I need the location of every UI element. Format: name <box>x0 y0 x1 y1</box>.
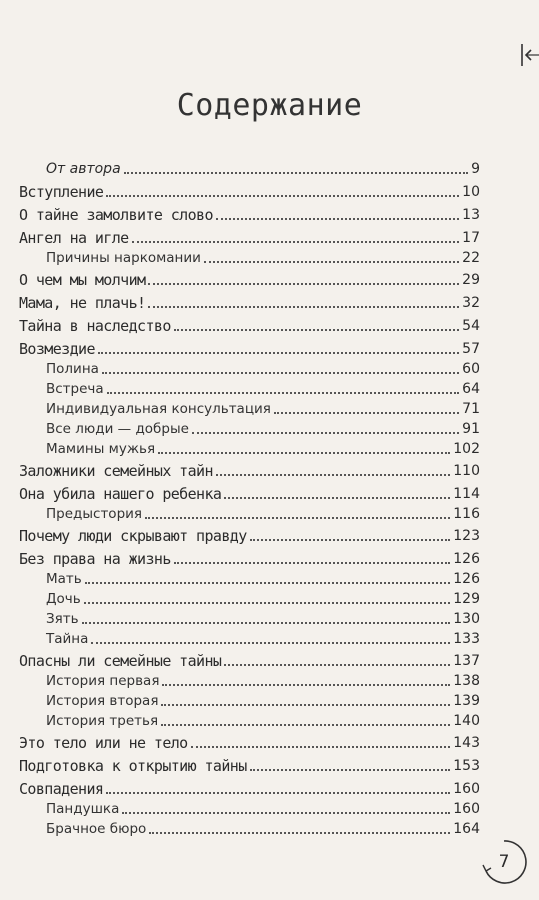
dot-leader <box>274 412 459 414</box>
toc-entry <box>0 670 539 690</box>
toc-entry-page: 110 <box>453 463 480 479</box>
toc-entry <box>0 438 539 458</box>
toc-entry-title: Индивидуальная консультация <box>46 401 271 417</box>
dot-leader <box>158 452 450 454</box>
toc-entry <box>0 732 539 752</box>
dot-leader <box>107 392 460 394</box>
toc-entry-page: 71 <box>462 401 480 417</box>
toc-entry-page: 153 <box>453 758 480 774</box>
dot-leader <box>85 582 451 584</box>
toc-entry-page: 138 <box>453 673 480 689</box>
dot-leader <box>162 684 450 686</box>
toc-entry <box>0 269 539 289</box>
toc-entry-page: 130 <box>453 611 480 627</box>
toc-entry <box>0 204 539 224</box>
page-number: 7 <box>498 852 510 872</box>
toc-entry <box>0 398 539 418</box>
page-title: Содержание <box>176 88 363 123</box>
toc-entry <box>0 778 539 798</box>
toc-entry <box>0 227 539 247</box>
toc-entry-page: 64 <box>462 381 480 397</box>
toc-entry-page: 114 <box>453 486 480 502</box>
toc-entry-title: Она убила нашего ребенка <box>19 485 222 503</box>
dot-leader <box>122 812 450 814</box>
dot-leader <box>98 352 459 354</box>
toc-entry-page: 91 <box>462 421 480 437</box>
toc-entry <box>0 503 539 523</box>
dot-leader <box>106 792 450 794</box>
dot-leader <box>250 539 451 541</box>
toc-entry <box>0 418 539 438</box>
dot-leader <box>216 474 450 476</box>
toc-entry-title: Мамины мужья <box>46 441 156 457</box>
dot-leader <box>161 704 450 706</box>
toc-entry-page: 32 <box>462 295 480 311</box>
toc-entry-page: 126 <box>453 551 480 567</box>
toc-entry <box>0 247 539 267</box>
toc-entry-page: 143 <box>453 735 480 751</box>
toc-entry-title: Совпадения <box>19 780 104 798</box>
toc-entry-title: Мама, не плачь! <box>19 294 146 312</box>
toc-entry-title: О чем мы молчим <box>19 271 146 289</box>
toc-entry-page: 129 <box>453 591 480 607</box>
toc-entry-page: 160 <box>453 801 480 817</box>
toc-entry <box>0 588 539 608</box>
toc-entry-title: Причины наркомании <box>46 250 201 266</box>
dot-leader <box>224 664 450 666</box>
toc-entry-title: Тайна в наследство <box>19 317 171 335</box>
toc-entry-title: Опасны ли семейные тайны <box>19 652 222 670</box>
toc-entry-title: Зять <box>46 611 79 627</box>
toc-entry-title: Возмездие <box>19 340 95 358</box>
toc-entry-page: 126 <box>453 571 480 587</box>
dot-leader <box>174 329 459 331</box>
toc-entry-title: Без права на жизнь <box>19 550 171 568</box>
dot-leader <box>145 517 450 519</box>
toc-entry-title: Тайна <box>46 631 89 647</box>
dot-leader <box>132 241 460 243</box>
toc-entry-title: Подготовка к открытию тайны <box>19 757 247 775</box>
toc-entry-title: Полина <box>46 361 99 377</box>
toc-entry-title: История третья <box>46 713 159 729</box>
toc-entry-title: Ангел на игле <box>19 229 129 247</box>
toc-entry-title: Все люди — добрые <box>46 421 189 437</box>
dot-leader <box>191 746 451 748</box>
toc-entry <box>0 755 539 775</box>
toc-entry-page: 164 <box>453 821 480 837</box>
dot-leader <box>84 602 451 604</box>
toc-entry-title: О тайне замолвите слово <box>19 206 213 224</box>
toc-entry-title: Встреча <box>46 381 104 397</box>
toc-entry <box>0 798 539 818</box>
dot-leader <box>224 497 450 499</box>
dot-leader <box>124 172 468 174</box>
toc-entry <box>0 315 539 335</box>
toc-entry-page: 57 <box>462 341 480 357</box>
toc-entry-page: 13 <box>462 207 480 223</box>
toc-entry-title: Вступление <box>19 183 104 201</box>
toc-entry-page: 139 <box>453 693 480 709</box>
toc-entry-page: 137 <box>453 653 480 669</box>
toc-entry <box>0 650 539 670</box>
toc-entry <box>0 628 539 648</box>
toc-entry <box>0 378 539 398</box>
toc-entry-page: 17 <box>462 230 480 246</box>
toc-entry-title: История вторая <box>46 693 159 709</box>
toc-entry <box>0 158 539 178</box>
toc-entry-page: 102 <box>453 441 480 457</box>
dot-leader <box>148 306 459 308</box>
toc-entry <box>0 460 539 480</box>
toc-entry-page: 60 <box>462 361 480 377</box>
toc-entry-title: Это тело или не тело <box>19 734 188 752</box>
toc-entry <box>0 568 539 588</box>
dot-leader <box>148 283 459 285</box>
toc-entry-title: Почему люди скрывают правду <box>19 527 247 545</box>
dot-leader <box>161 724 450 726</box>
toc-entry <box>0 548 539 568</box>
toc-entry-title: Предыстория <box>46 506 143 522</box>
toc-entry-page: 160 <box>453 781 480 797</box>
toc-entry-page: 10 <box>462 184 480 200</box>
toc-entry-page: 140 <box>453 713 480 729</box>
table-of-contents <box>0 158 539 838</box>
dot-leader <box>91 642 450 644</box>
toc-entry-page: 133 <box>453 631 480 647</box>
toc-entry <box>0 818 539 838</box>
dot-leader <box>250 769 451 771</box>
dot-leader <box>174 562 451 564</box>
page-edge-mark <box>520 42 539 68</box>
toc-entry-page: 22 <box>462 250 480 266</box>
toc-entry <box>0 525 539 545</box>
dot-leader <box>106 195 459 197</box>
dot-leader <box>216 218 459 220</box>
dot-leader <box>204 261 459 263</box>
toc-entry <box>0 338 539 358</box>
toc-entry-title: Заложники семейных тайн <box>19 462 213 480</box>
toc-entry-title: История первая <box>46 673 160 689</box>
dot-leader <box>82 622 451 624</box>
dot-leader <box>102 372 459 374</box>
toc-entry-page: 116 <box>453 506 480 522</box>
toc-entry-page: 29 <box>462 272 480 288</box>
toc-entry-title: Дочь <box>46 591 81 607</box>
toc-entry-page: 54 <box>462 318 480 334</box>
dot-leader <box>149 832 450 834</box>
toc-entry <box>0 608 539 628</box>
toc-entry-page: 9 <box>471 161 480 177</box>
toc-entry <box>0 181 539 201</box>
toc-entry-title: Мать <box>46 571 82 587</box>
toc-entry <box>0 292 539 312</box>
toc-entry-title: Брачное бюро <box>46 821 147 837</box>
toc-entry-title: Пандушка <box>46 801 120 817</box>
toc-entry <box>0 690 539 710</box>
toc-entry <box>0 358 539 378</box>
dot-leader <box>192 432 459 434</box>
toc-entry <box>0 710 539 730</box>
toc-entry <box>0 483 539 503</box>
toc-entry-page: 123 <box>453 528 480 544</box>
toc-entry-title: От автора <box>46 161 121 177</box>
